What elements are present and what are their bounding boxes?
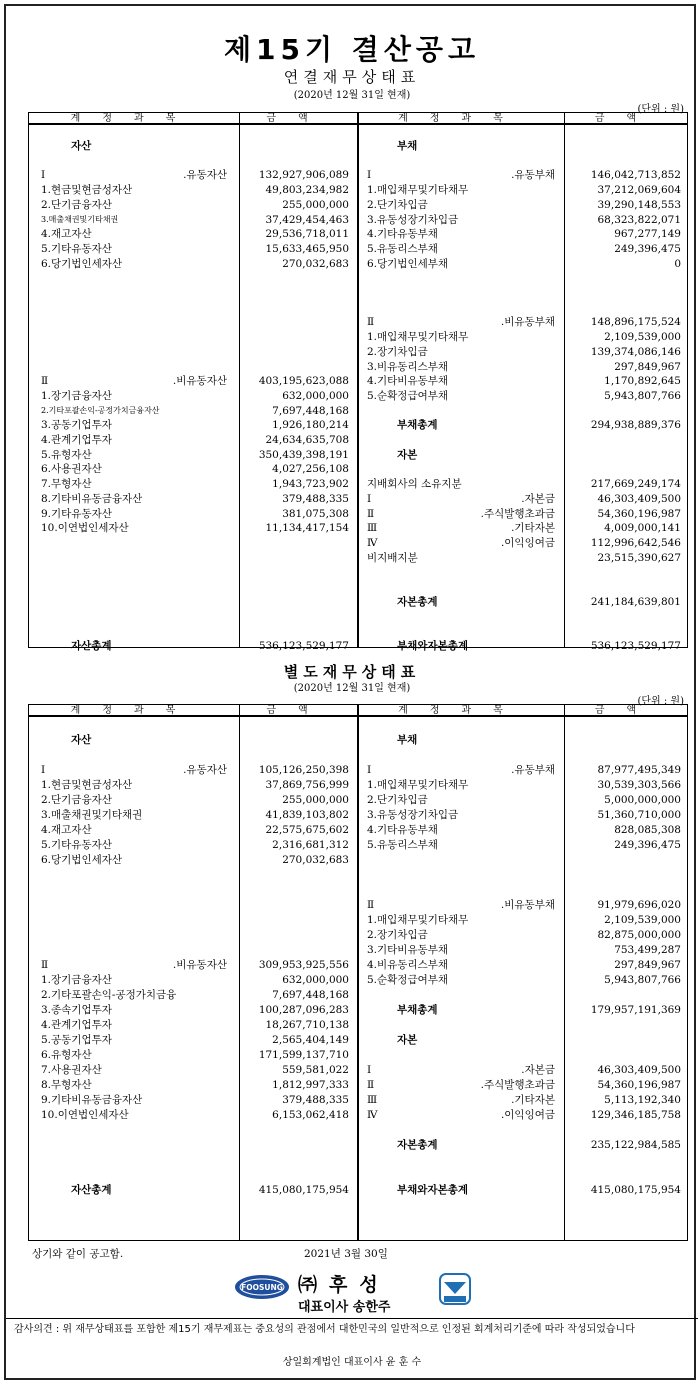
account-amount: 350,439,398,191 [258,448,349,461]
account-amount: 148,896,175,524 [590,316,681,329]
account-label: 4.관계기업투자 [41,1019,112,1031]
account-label: 5.순확정급여부채 [367,389,449,402]
account-label: 5.기타유동자산 [41,242,112,255]
account-amount: 46,303,409,500 [597,1064,681,1076]
account-amount: 87,977,495,349 [597,764,681,776]
account-amount: 41,839,103,802 [265,809,349,821]
account-label: 자산총계 [71,639,112,652]
logo-text: FOOSUNG [241,1283,283,1292]
account-amount: 249,396,475 [614,839,681,851]
foosung-logo-icon [234,1274,290,1300]
account-amount: 632,000,000 [282,389,349,402]
account-label: 4.기타유동부채 [367,824,438,836]
account-label: 2.단기차입금 [367,794,428,806]
account-label: 10.이연법인세자산 [41,522,129,535]
audit-opinion: 감사의견 : 위 재무상태표를 포함한 제15기 재무제표는 중요성의 관점에서 대한민국의 일반적으로 인정된 회계처리기준에 따라 작성되었습니다 [14,1324,635,1335]
account-label: 4.기타유동부채 [367,228,438,241]
account-label: 5.유형자산 [41,448,92,461]
account-amount: 536,123,529,177 [258,639,349,652]
account-amount: 39,290,148,553 [597,198,681,211]
account-label: 3.기타비유동부채 [367,944,449,956]
account-amount: 49,803,234,982 [265,184,349,197]
account-label: 부채 [397,734,418,746]
account-label: 3.종속기업투자 [41,1004,112,1016]
account-amount: 2,109,539,000 [604,331,681,344]
account-amount: 1,943,723,902 [272,478,349,491]
account-amount: 2,109,539,000 [604,914,681,926]
account-amount: 68,323,822,071 [597,213,681,226]
account-label: 10.이연법인세자산 [41,1109,129,1121]
account-label: 6.유형자산 [41,1049,92,1061]
account-label: 9.기타비유동금융자산 [41,1094,143,1106]
account-label: 자본총계 [397,595,438,608]
col-header-account-right: 계정과목 [398,113,525,124]
account-label: 2.장기차입금 [367,929,428,941]
account-label: 3.매출채권및기타채권 [41,214,119,224]
consolidated-date: (2020년 12월 31일 현재) [293,90,411,101]
column-divider-center [357,704,359,1240]
account-amount: 112,996,642,546 [590,536,681,549]
account-amount: 129,346,185,758 [590,1109,681,1121]
account-amount: 2,565,404,149 [272,1034,349,1046]
account-amount: 753,499,287 [614,944,681,956]
account-amount: 29,536,718,011 [265,228,349,241]
account-amount: 297,849,967 [614,360,681,373]
account-amount: 82,875,000,000 [597,929,681,941]
account-label: 3.공동기업투자 [41,419,112,432]
account-amount: 15,633,465,950 [265,242,349,255]
consolidated-title: 연결재무상태표 [283,68,421,86]
account-amount: 379,488,335 [282,492,349,505]
account-amount: 18,267,710,138 [265,1019,349,1031]
account-label: 자본총계 [397,1139,438,1151]
account-amount: 7,697,448,168 [272,404,349,417]
column-divider [564,704,565,1240]
account-label: 4.기타비유동부채 [367,375,449,388]
account-amount: 105,126,250,398 [258,764,349,776]
account-amount: 632,000,000 [282,974,349,986]
account-label: 8.무형자산 [41,1079,92,1091]
account-label: 6.당기법인세자산 [41,257,123,270]
account-amount: 249,396,475 [614,242,681,255]
account-amount: 255,000,000 [282,794,349,806]
account-label: Ⅲ.기타자본 [367,1094,555,1106]
account-label: 1.장기금융자산 [41,974,112,986]
account-amount: 403,195,623,088 [258,375,349,388]
account-label: 6.당기법인세부채 [367,257,449,270]
account-label: 2.단기금융자산 [41,794,112,806]
account-amount: 37,429,454,463 [265,213,349,226]
account-label: 5.순확정급여부채 [367,974,449,986]
auditor-signature: 상일회계법인 대표이사 윤 훈 수 [282,1357,422,1368]
account-amount: 46,303,409,500 [597,492,681,505]
account-amount: 37,212,069,604 [597,184,681,197]
account-label: 2.장기차입금 [367,345,428,358]
account-amount: 415,080,175,954 [258,1184,349,1196]
account-amount: 11,134,417,154 [265,522,349,535]
col-header-amount-left: 금액 [266,113,330,124]
col-header-amount-left: 금액 [266,705,330,716]
account-label: 자산총계 [71,1184,112,1196]
column-divider [239,112,240,647]
account-label: Ⅰ.유동부채 [367,764,555,776]
account-amount: 309,953,925,556 [258,959,349,971]
account-amount: 4,027,256,108 [272,463,349,476]
account-label: 비지배지분 [367,551,418,564]
separate-balance-table [28,704,688,1241]
account-label: Ⅱ.비유동자산 [41,375,227,388]
account-label: 4.재고자산 [41,824,92,836]
account-amount: 5,000,000,000 [604,794,681,806]
account-label: 지배회사의 소유지분 [367,478,462,491]
account-amount: 415,080,175,954 [590,1184,681,1196]
account-label: 자산 [71,140,92,152]
account-amount: 91,979,696,020 [597,899,681,911]
account-amount: 1,170,892,645 [604,375,681,388]
account-amount: 559,581,022 [282,1064,349,1076]
account-label: Ⅱ.비유동부채 [367,316,555,329]
account-label: 6.사용권자산 [41,463,102,476]
account-amount: 179,957,191,369 [590,1004,681,1016]
account-amount: 24,634,635,708 [265,434,349,446]
account-label: 1.현금및현금성자산 [41,184,133,197]
account-label: Ⅰ.유동자산 [41,169,227,182]
account-label: 5.유동리스부채 [367,839,438,851]
column-divider [564,112,565,647]
col-header-account-right: 계정과목 [398,705,525,716]
account-amount: 30,539,303,566 [597,779,681,791]
account-label: 3.유동성장기차입금 [367,809,459,821]
account-amount: 297,849,967 [614,959,681,971]
account-label: 1.매입채무및기타채무 [367,184,469,197]
account-label: 2.단기차입금 [367,198,428,211]
account-amount: 5,943,807,766 [604,389,681,402]
account-label: Ⅰ.자본금 [367,492,555,505]
account-label: 4.관계기업투자 [41,434,112,446]
account-label: Ⅰ.유동자산 [41,764,227,776]
account-label: Ⅲ.기타자본 [367,522,555,535]
account-amount: 270,032,683 [282,257,349,270]
company-name: ㈜후성 [298,1274,390,1296]
account-label: 1.매입채무및기타채무 [367,779,469,791]
account-label: 7.사용권자산 [41,1064,102,1076]
account-label: 1.매입채무및기타채무 [367,914,469,926]
ceo-name: 대표이사 송한주 [298,1300,391,1315]
separate-unit: (단위 : 원) [637,696,684,707]
account-amount: 6,153,062,418 [272,1109,349,1121]
account-amount: 828,085,308 [614,824,681,836]
divider [6,1318,698,1319]
account-amount: 7,697,448,168 [272,989,349,1001]
account-amount: 37,869,756,999 [265,779,349,791]
account-amount: 381,075,308 [282,507,349,520]
notice-text: 상기와 같이 공고함. [32,1248,124,1260]
account-label: Ⅰ.자본금 [367,1064,555,1076]
account-label: 5.기타유동자산 [41,839,112,851]
account-amount: 255,000,000 [282,198,349,211]
account-label: Ⅱ.비유동자산 [41,959,227,971]
account-label: 부채와자본총계 [397,639,469,652]
account-amount: 54,360,196,987 [597,1079,681,1091]
account-label: 부채총계 [397,419,438,432]
account-label: 8.기타비유동금융자산 [41,492,143,505]
account-label: 3.매출채권및기타채권 [41,809,143,821]
account-amount: 132,927,906,089 [258,169,349,182]
account-label: 6.당기법인세자산 [41,854,123,866]
column-divider-center [357,112,359,647]
account-amount: 100,287,096,283 [258,1004,349,1016]
account-amount: 171,599,137,710 [258,1049,349,1061]
account-label: 5.공동기업투자 [41,1034,112,1046]
account-amount: 967,277,149 [614,228,681,241]
account-amount: 241,184,639,801 [590,595,681,608]
account-label: 4.재고자산 [41,228,92,241]
account-amount: 379,488,335 [282,1094,349,1106]
page-title: 제15기 결산공고 [223,33,480,66]
column-divider [239,704,240,1240]
separate-title: 별도재무상태표 [283,663,421,681]
account-amount: 5,113,192,340 [604,1094,681,1106]
account-amount: 146,042,713,852 [590,169,681,182]
account-label: 3.비유동리스부채 [367,360,449,373]
account-label: 부채총계 [397,1004,438,1016]
account-label: 자산 [71,734,92,746]
account-label: Ⅱ.주식발행초과금 [367,507,555,520]
account-amount: 536,123,529,177 [590,639,681,652]
account-label: 2.단기금융자산 [41,198,112,211]
col-header-amount-right: 금액 [594,113,659,124]
col-header-account-left: 계정과목 [70,113,198,124]
account-amount: 23,515,390,627 [597,551,681,564]
seal-logo-icon [438,1272,472,1306]
notice-date: 2021년 3월 30일 [304,1248,388,1260]
account-amount: 4,009,000,141 [604,522,681,535]
consolidated-balance-table [28,112,688,652]
account-label: 2.기타포괄손익-공정가치금융자산 [41,405,160,415]
account-label: Ⅳ.이익잉여금 [367,1109,555,1121]
account-label: 2.기타포괄손익-공정가치금융 [41,989,177,1001]
account-label: 1.장기금융자산 [41,389,112,402]
separate-date: (2020년 12월 31일 현재) [293,683,411,694]
account-label: 자본 [397,1034,418,1046]
consolidated-unit: (단위 : 원) [637,104,684,115]
account-label: 9.기타유동자산 [41,507,112,520]
account-amount: 139,374,086,146 [590,345,681,358]
account-amount: 1,926,180,214 [272,419,349,432]
account-label: 4.비유동리스부채 [367,959,449,971]
account-amount: 22,575,675,602 [265,824,349,836]
account-amount: 54,360,196,987 [597,507,681,520]
account-amount: 270,032,683 [282,854,349,866]
account-label: 부채와자본총계 [397,1184,469,1196]
account-amount: 1,812,997,333 [272,1079,349,1091]
account-label: 자본 [397,448,418,461]
account-label: Ⅱ.비유동부채 [367,899,555,911]
account-label: 3.유동성장기차입금 [367,213,459,226]
notice-frame [4,4,696,1380]
account-amount: 2,316,681,312 [272,839,349,851]
account-label: 5.유동리스부채 [367,242,438,255]
account-label: 7.무형자산 [41,478,92,491]
account-label: 1.현금및현금성자산 [41,779,133,791]
account-label: Ⅰ.유동부채 [367,169,555,182]
account-label: Ⅳ.이익잉여금 [367,536,555,549]
col-header-account-left: 계정과목 [70,705,198,716]
account-amount: 5,943,807,766 [604,974,681,986]
account-label: 부채 [397,140,418,152]
account-label: 1.매입채무및기타채무 [367,331,469,344]
account-amount: 51,360,710,000 [597,809,681,821]
col-header-amount-right: 금액 [594,705,659,716]
account-amount: 294,938,889,376 [590,419,681,432]
account-amount: 0 [674,257,681,270]
account-label: Ⅱ.주식발행초과금 [367,1079,555,1091]
account-amount: 235,122,984,585 [590,1139,681,1151]
account-amount: 217,669,249,174 [590,478,681,491]
